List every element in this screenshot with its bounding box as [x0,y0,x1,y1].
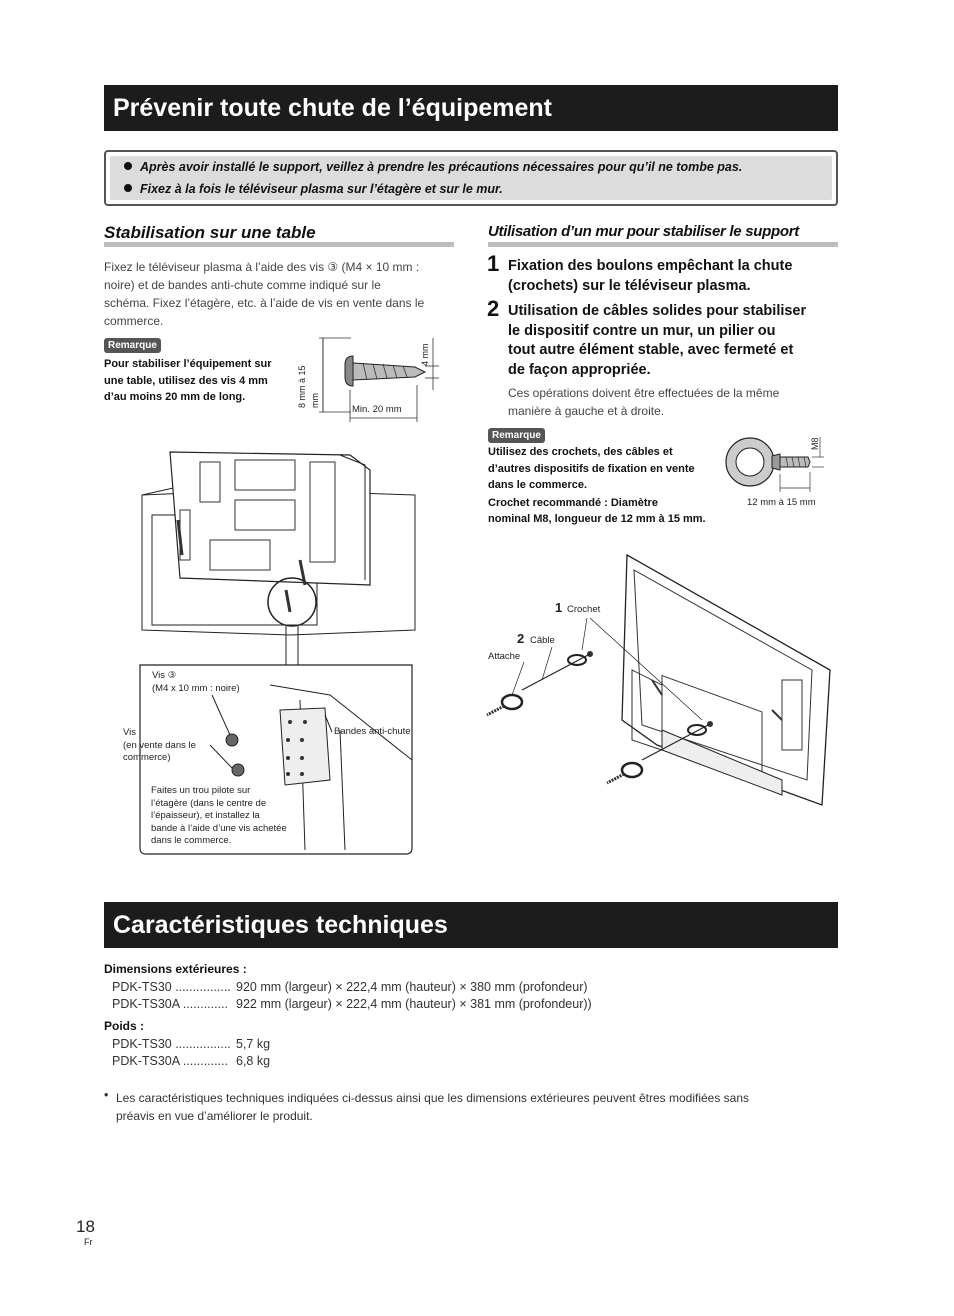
language-code: Fr [84,1237,93,1247]
wall-stabilization-illustration [482,550,834,810]
right-note: Utilisez des crochets, des câbles et d’autres dispositifs de fixation en vente dans le commerce. Crochet recommandé : Diamètre nominal M8, longueur de 12 mm à 15 mm. [488,446,706,525]
left-body: Fixez le téléviseur plasma à l’aide des vis ③ (M4 × 10 mm : noire) et de bandes anti-chute comme indiqué sur le schéma. Fixez l’étagère, etc. à l’aide de vis en vente dans le commerce. [104,260,425,328]
remarque-badge: Remarque [104,338,161,353]
caution-box [104,150,838,206]
page-number: 18 [76,1217,95,1236]
step-number: 1 [487,251,500,276]
label-trou: Faites un trou pilote sur l’étagère (dans le centre de l’épaisseur), et installez la bande à l’aide d’une vis achetée dans le commerce. [151,785,287,846]
spec-row: PDK-TS30A ............. 922 mm (largeur) × 222,4 mm (hauteur) × 381 mm (profondeur)) [112,997,592,1011]
poids-label: Poids : [104,1019,145,1033]
subsection-title: Utilisation d’un mur pour stabiliser le support [488,223,799,240]
callout-number: 1 [555,600,563,615]
label-cable: Câble [530,635,555,646]
spec-row: PDK-TS30A ............. 6,8 kg [112,1054,271,1068]
spec-row: PDK-TS30 ................ 5,7 kg [112,1037,271,1051]
footnote: Les caractéristiques techniques indiquées ci-dessus ainsi que les dimensions extérieures peuvent êtres modifiées sans préavis en vue d’améliorer le produit. [116,1091,750,1123]
footnote-bullet: • [104,1088,109,1102]
dimensions-label: Dimensions extérieures : [104,962,247,976]
section-title: Prévenir toute chute de l’équipement [113,94,552,122]
caution-item: Après avoir installé le support, veillez à prendre les précautions nécessaires pour qu’il ne tombe pas. [124,160,742,174]
section-title-banner [104,902,838,948]
step-text: Utilisation de câbles solides pour stabiliser le dispositif contre un mur, un pilier ou tout autre élément stable, avec fermeté et de façon appropriée. [508,303,807,378]
screw-min-label: Min. 20 mm [352,404,402,415]
screw-diameter-label: 4 mm [420,343,430,366]
step-text: Fixation des boulons empêchant la chute (crochets) sur le téléviseur plasma. [508,258,793,294]
left-note: Pour stabiliser l’équipement sur une table, utilisez des vis 4 mm d’au moins 20 mm de long. [104,358,272,403]
subsection-rule [104,242,454,247]
bullet-icon [124,162,132,170]
subsection-title: Stabilisation sur une table [104,223,316,242]
callout-number: 2 [517,631,525,646]
label-vis3: Vis ③ (M4 x 10 mm : noire) [152,670,240,694]
bullet-icon [124,184,132,192]
label-bandes: Bandes anti-chute [334,726,411,737]
label-attache: Attache [488,651,521,662]
section-title-banner [104,85,838,131]
label-vis-commerce: Vis (en vente dans le commerce) [123,727,196,763]
spec-row: PDK-TS30 ................ 920 mm (largeur) × 222,4 mm (hauteur) × 380 mm (profondeur) [112,980,588,994]
label-crochet: Crochet [567,604,601,615]
section-title: Caractéristiques techniques [113,911,448,939]
caution-item: Fixez à la fois le téléviseur plasma sur l’étagère et sur le mur. [124,182,503,196]
screw-length-label: 8 mm à 15 mm [297,365,320,408]
hook-length-label: 12 mm à 15 mm [747,497,816,508]
subsection-rule [488,242,838,247]
remarque-badge: Remarque [488,428,545,443]
step-number: 2 [487,296,500,321]
step-note: Ces opérations doivent être effectuées de la même manière à gauche et à droite. [508,386,780,418]
hook-m8-label: M8 [810,437,820,450]
